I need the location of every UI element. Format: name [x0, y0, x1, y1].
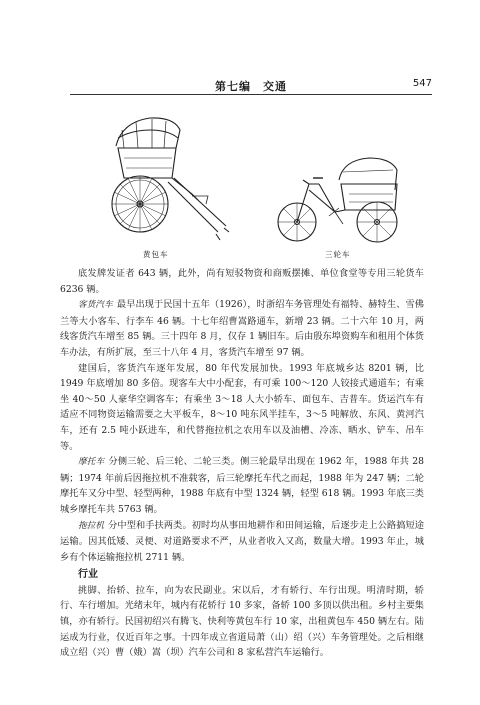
paragraph-tractors	[60, 518, 424, 566]
page-number: 547	[412, 78, 432, 89]
pedicab-tricycle-illustration	[273, 150, 403, 246]
paragraph-industry: 挑脚、抬轿、拉车，向为农民副业。宋以后，才有轿行、车行出现。明清时期，轿行、车行增加。光绪末年，城内有花轿行 10 多家，备轿 100 多顶以供出租。乡村主要集镇，亦有轿行。民国初绍兴有腾飞、快利等黄包车行 10 家，出租黄包车 450 辆左右。陆运成为行业，仅近百年之事。十四年成立省道局萧（山）绍（兴）车务管理处。之后相继成立绍（兴）曹（娥）嵩（坝）汽车公司和 8 家私营汽车运输行。	[60, 584, 424, 659]
rickshaw-illustration	[88, 108, 238, 248]
paragraph-motorcycles	[60, 454, 424, 517]
paragraph-body: 分侧三轮、后三轮、二轮三类。侧三轮最早出现在 1962 年，1988 年共 28 辆；1974 年前后因拖拉机不准载客，后三轮摩托车代之而起，1988 年为 247 辆；二轮摩托车又分中型、轻型两种，1988 年底有中型 1324 辆，轻型 618 辆。1993 年底三类城乡摩托车共 5763 辆。	[60, 456, 424, 515]
lead-term-motorcycle: 摩托车	[78, 457, 105, 468]
figure-rickshaw	[88, 108, 238, 258]
lead-term-passenger-freight: 客货汽车	[78, 300, 113, 311]
body-text	[60, 266, 424, 661]
figure-caption-rickshaw: 黄包车	[143, 250, 169, 259]
paragraph-tricycle-cargo: 底发牌发证者 643 辆，此外，尚有短驳物资和商贩摆摊、单位食堂等专用三轮货车 6236 辆。	[60, 268, 424, 295]
running-header	[70, 78, 432, 95]
figure-pedicab	[273, 150, 403, 259]
paragraph-post-1949-vehicles: 建国后，客货汽车逐年发展，80 年代发展加快。1993 年底城乡达 8201 辆，比 1949 年底增加 80 多倍。现客车大中小配套，有可乘 100～120 人铰接式通道车；有乘坐 40～50 人豪华空调客车；有乘坐 3～18 人大小轿车、面包车、吉普车。货运汽车有适应不同物资运输需要之大平板车，8～10 吨东风半挂车，3～5 吨解放、东风、黄河汽车，还有 2.5 吨小跃进车，和代替拖拉机之农用车以及油槽、冷冻、晒水、铲车、吊车等。	[60, 362, 424, 452]
lead-term-tractor: 拖拉机	[78, 520, 105, 531]
paragraph-body: 最早出现于民国十五年（1926），时浙绍车务管理处有福特、赫特生、雪佛兰等大小客车、行李车 46 辆。十七年绍曹嵩路通车，新增 23 辆。二十六年 10 月，两线客货汽车增至 85 辆。三十四年 8 月，仅存 1 辆旧车。后由殷东埠资购车和租用个体货车办法，有所扩展，至三十八年 4 月，客货汽车增至 97 辆。	[60, 299, 424, 358]
figure-caption-pedicab: 三轮车	[325, 250, 351, 259]
section-title: 行业	[78, 569, 98, 581]
paragraph-body: 分中型和手扶两类。初时均从事田地耕作和田间运输，后逐步走上公路搞短途运输。因其低矮、灵便、对道路要求不严，从业者收入又高，数量大增。1993 年止，城乡有个体运输拖拉机 2711 辆。	[60, 519, 424, 563]
paragraph-passenger-freight-history	[60, 297, 424, 360]
chapter-title: 第七编 交通	[215, 80, 287, 93]
